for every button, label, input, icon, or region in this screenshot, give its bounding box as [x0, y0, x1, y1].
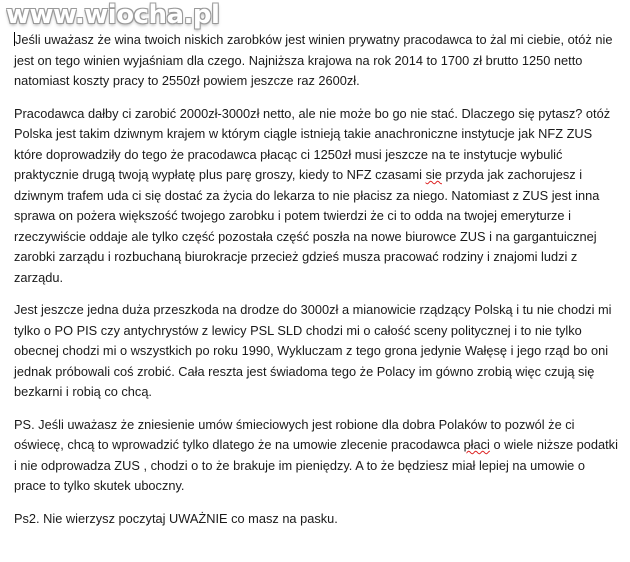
paragraph-1	[14, 30, 620, 92]
document-body[interactable]	[14, 30, 620, 541]
text-run: PS. Jeśli uważasz że zniesienie umów śmieciowych jest robione dla dobra Polaków to pozwól że ci oświecę, chcą to wprowadzić tylko dlatego że na umowie zlecenie pracodawca	[14, 416, 575, 452]
spellcheck-flagged-word: sie	[425, 167, 442, 182]
text-run: Jest jeszcze jedna duża przeszkoda na drodze do 3000zł a mianowicie rządzący Polską i tu nie chodzi mi tylko o PO PIS czy antychrystów z lewicy PSL SLD chodzi mi o całość sceny politycznej i to nie tylko obecnej chodzi mi o wszystkich po roku 1990, Wykluczam z tego grona jedynie Wałęsę i jego rząd bo oni jednak próbowali coś zrobić. Cała reszta jest świadoma tego że Polacy im gówno zrobią więc czują się bezkarni i robią co chcą.	[14, 302, 612, 399]
text-run: przyda jak zachorujesz i dziwnym trafem uda ci się dostać za życia do lekarza to nie płacisz za niego. Natomiast z ZUS jest inna sprawa on pożera większość twojego zarobku i potem twierdzi że ci to odda na twojej emeryturze i rzeczywiście oddaje ale tylko część pozostała część poszła na nowe biurowce ZUS i na gargantuicznej zarobki zarządu i rozbuchaną biurokracje przecież gdzieś musza pracować rodziny i znajomi ludzi z zarządu.	[14, 167, 600, 285]
text-run: Pracodawca dałby ci zarobić 2000zł-3000zł netto, ale nie może bo go nie stać. Dlaczego się pytasz? otóż Polska jest takim dziwnym krajem w którym ciągle istnieją takie anachroniczne instytucje jak NFZ ZUS które doprowadziły do tego że pracodawca płacąc ci 1250zł musi jeszcze na te instytucje wybulić praktycznie drugą twoją wypłatę plus parę groszy, kiedy to NFZ czasami	[14, 105, 611, 182]
paragraph-2	[14, 104, 620, 289]
text-run: Ps2. Nie wierzysz poczytaj UWAŻNIE co masz na pasku.	[14, 510, 338, 526]
paragraph-4	[14, 415, 620, 497]
text-run: Jeśli uważasz że wina twoich niskich zarobków jest winien prywatny pracodawca to żal mi ciebie, otóż nie jest on tego winien wyjaśniam dla czego. Najniższa krajowa na rok 2014 to 1700 zł brutto 1250 netto natomiast koszty pracy to 2550zł powiem jeszcze raz 2600zł.	[14, 32, 613, 88]
watermark-logo: www.wiocha.pl	[6, 0, 220, 30]
paragraph-3	[14, 300, 620, 403]
spellcheck-flagged-word: płaci	[463, 437, 490, 452]
text-run: o wiele niższe podatki i nie odprowadza ZUS , chodzi o to że brakuje im pieniędzy. A to że będziesz miał lepiej na umowie o prace to tylko skutek uboczny.	[14, 437, 618, 493]
paragraph-5	[14, 509, 620, 530]
